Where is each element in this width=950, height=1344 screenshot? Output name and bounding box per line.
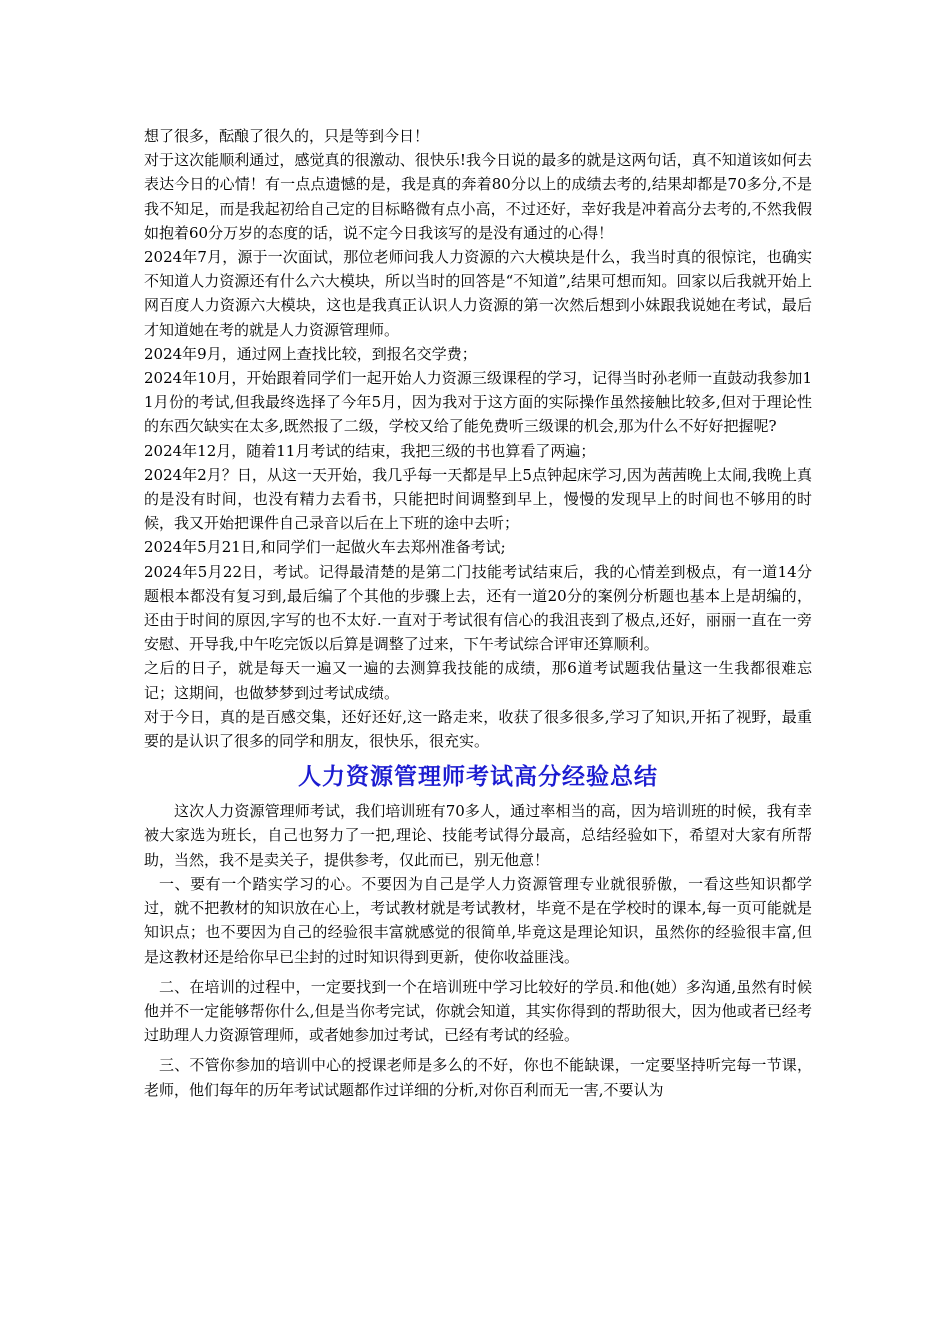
point-paragraph: 一、要有一个踏实学习的心。不要因为自己是学人力资源管理专业就很骄傲，一看这些知识都学过，就不把教材的知识放在心上，考试教材就是考试教材，毕竟不是在学校时的课本,每一页可能就是知识点；也不要因为自己的经验很丰富就感觉的很简单,毕竟这是理论知识，虽然你的经验很丰富,但是这教材还是给你早已尘封的过时知识得到更新，使你收益匪浅。 (144, 874, 812, 966)
paragraph: 2024年5月22日，考试。记得最清楚的是第二门技能考试结束后，我的心情差到极点，有一道14分题根本都没有复习到,最后编了个其他的步骤上去，还有一道20分的案例分析题也基本上是胡编的，还由于时间的原因,字写的也不太好.一直对于考试很有信心的我沮丧到了极点,还好，丽丽一直在一旁安慰、开导我,中午吃完饭以后算是调整了过来，下午考试综合评审还算顺利。 (144, 562, 812, 654)
section-experience (144, 799, 812, 1101)
section-reflection (144, 124, 812, 753)
paragraph: 2024年5月21日,和同学们一起做火车去郑州准备考试; (144, 538, 506, 557)
point-paragraph: 二、在培训的过程中，一定要找到一个在培训班中学习比较好的学员.和他(她）多沟通,虽然有时候他并不一定能够帮你什么,但是当你考完试，你就会知道，其实你得到的帮助很大，因为他或者已经考过助理人力资源管理师，或者她参加过考试，已经有考试的经验。 (144, 977, 812, 1045)
paragraph: 对于这次能顺利通过，感觉真的很激动、很快乐!我今日说的最多的就是这两句话，真不知道该如何去表达今日的心情！有一点点遗憾的是，我是真的奔着80分以上的成绩去考的,结果却都是70多分,不是我不知足，而是我起初给自己定的目标略微有点小高，不过还好，幸好我是冲着高分去考的,不然我假如抱着60分万岁的态度的话，说不定今日我该写的是没有通过的心得！ (144, 151, 812, 242)
document-page (144, 124, 812, 1102)
paragraph: 2024年10月，开始跟着同学们一起开始人力资源三级课程的学习，记得当时孙老师一直鼓动我参加11月份的考试,但我最终选择了今年5月，因为我对于这方面的实际操作虽然接触比较多,但对于理论性的东西欠缺实在太多,既然报了二级，学校又给了能免费听三级课的机会,那为什么不好好把握呢? (144, 369, 812, 436)
paragraph: 对于今日，真的是百感交集，还好还好,这一路走来，收获了很多很多,学习了知识,开拓了视野，最重要的是认识了很多的同学和朋友，很快乐，很充实。 (144, 707, 812, 751)
paragraph: 之后的日子，就是每天一遍又一遍的去测算我技能的成绩，那6道考试题我估量这一生我都很难忘记；这期间，也做梦梦到过考试成绩。 (144, 659, 812, 702)
point-paragraph: 三、不管你参加的培训中心的授课老师是多么的不好，你也不能缺课，一定要坚持听完每一节课，老师，他们每年的历年考试试题都作过详细的分析,对你百利而无一害,不要认为 (144, 1056, 812, 1099)
paragraph: 2024年12月，随着11月考试的结束，我把三级的书也算看了两遍； (144, 441, 596, 460)
paragraph: 2024年7月，源于一次面试，那位老师问我人力资源的六大模块是什么，我当时真的很惊诧，也确实不知道人力资源还有什么六大模块，所以当时的回答是“不知道”,结果可想而知。回家以后我就开始上网百度人力资源六大模块，这也是我真正认识人力资源的第一次然后想到小妹跟我说她在考试，最后才知道她在考的就是人力资源管理师。 (144, 248, 812, 339)
paragraph: 2024年9月，通过网上查找比较，到报名交学费； (144, 344, 477, 363)
paragraph: 2024年2月？日，从这一天开始，我几乎每一天都是早上5点钟起床学习,因为茜茜晚上太闹,我晚上真的是没有时间，也没有精力去看书，只能把时间调整到早上，慢慢的发现早上的时间也不够用的时候，我又开始把课件自己录音以后在上下班的途中去听； (144, 465, 812, 533)
paragraph: 想了很多，酝酿了很久的，只是等到今日！ (144, 127, 430, 145)
intro-paragraph: 这次人力资源管理师考试，我们培训班有70多人，通过率相当的高，因为培训班的时候，我有幸被大家选为班长，自己也努力了一把,理论、技能考试得分最高，总结经验如下，希望对大家有所帮助，当然，我不是卖关子，提供参考，仅此而已，别无他意！ (144, 802, 812, 869)
section-title: 人力资源管理师考试高分经验总结 (298, 764, 658, 791)
